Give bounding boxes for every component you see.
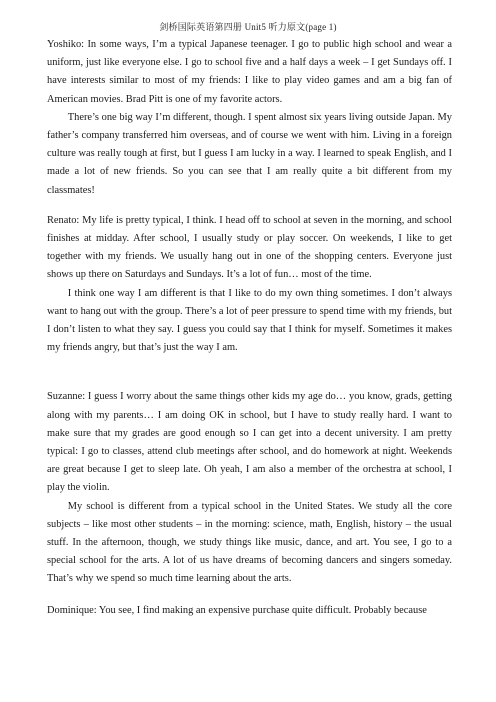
paragraph-dominique-1: Dominique: You see, I find making an expensive purchase quite difficult. Probably because bbox=[47, 604, 427, 616]
paragraph-yoshiko-1: Yoshiko: In some ways, I’m a typical Japanese teenager. I go to public high school and wear a uniform, just like everyone else. I go to school five and a half days a week – I get Sundays off. I have interests similar to most of my friends: I like to play video games and am a big fan of American movies. Brad Pitt is one of my favorite actors. bbox=[47, 39, 452, 105]
document-body bbox=[47, 36, 452, 620]
paragraph-suzanne-1: Suzanne: I guess I worry about the same things other kids my age do… you know, grads, getting along with my parents… I am doing OK in school, but I have to study really hard. I want to make sure that my grades are good enough so I can get into a decent university. I am pretty typical: I go to classes, attend club meetings after school, and do homework at night. Weekends are great because I get to sleep late. Oh yeah, I am also a member of the orchestra at school, I play the violin. bbox=[47, 391, 452, 494]
paragraph-suzanne-2: My school is different from a typical school in the United States. We study all the core subjects – like most other students – in the morning: science, math, English, history – the usual stuff. In the afternoon, though, we study things like music, dance, and art. You see, I go to a special school for the arts. A lot of us have dreams of becoming dancers and singers someday. That’s why we spend so much time learning about the arts. bbox=[47, 500, 452, 585]
paragraph-yoshiko-2: There’s one big way I’m different, though. I spent almost six years living outside Japan. My father’s company transferred him overseas, and of course we went with him. Living in a foreign culture was really tough at first, but I guess I am lucky in a way. I learned to speak English, and I made a lot of new friends. So you can see that I am really quite a bit different from my classmates! bbox=[47, 111, 452, 196]
paragraph-renato-1: Renato: My life is pretty typical, I think. I head off to school at seven in the morning, and school finishes at midday. After school, I usually study or play soccer. On weekends, I like to get together with my friends. We usually hang out in one of the shopping centers. Everyone just shows up there on Saturdays and Sundays. It’s a lot of fun… most of the time. bbox=[47, 214, 452, 281]
page-header: 剑桥国际英语第四册 Unit5 听力原文(page 1) bbox=[159, 22, 337, 32]
paragraph-renato-2: I think one way I am different is that I like to do my own thing sometimes. I don’t always want to hang out with the group. There’s a lot of peer pressure to spend time with my friends, but I don’t listen to what they say. I guess you could say that I think for myself. Sometimes it makes my friends angry, but that’s just the way I am. bbox=[47, 287, 452, 354]
